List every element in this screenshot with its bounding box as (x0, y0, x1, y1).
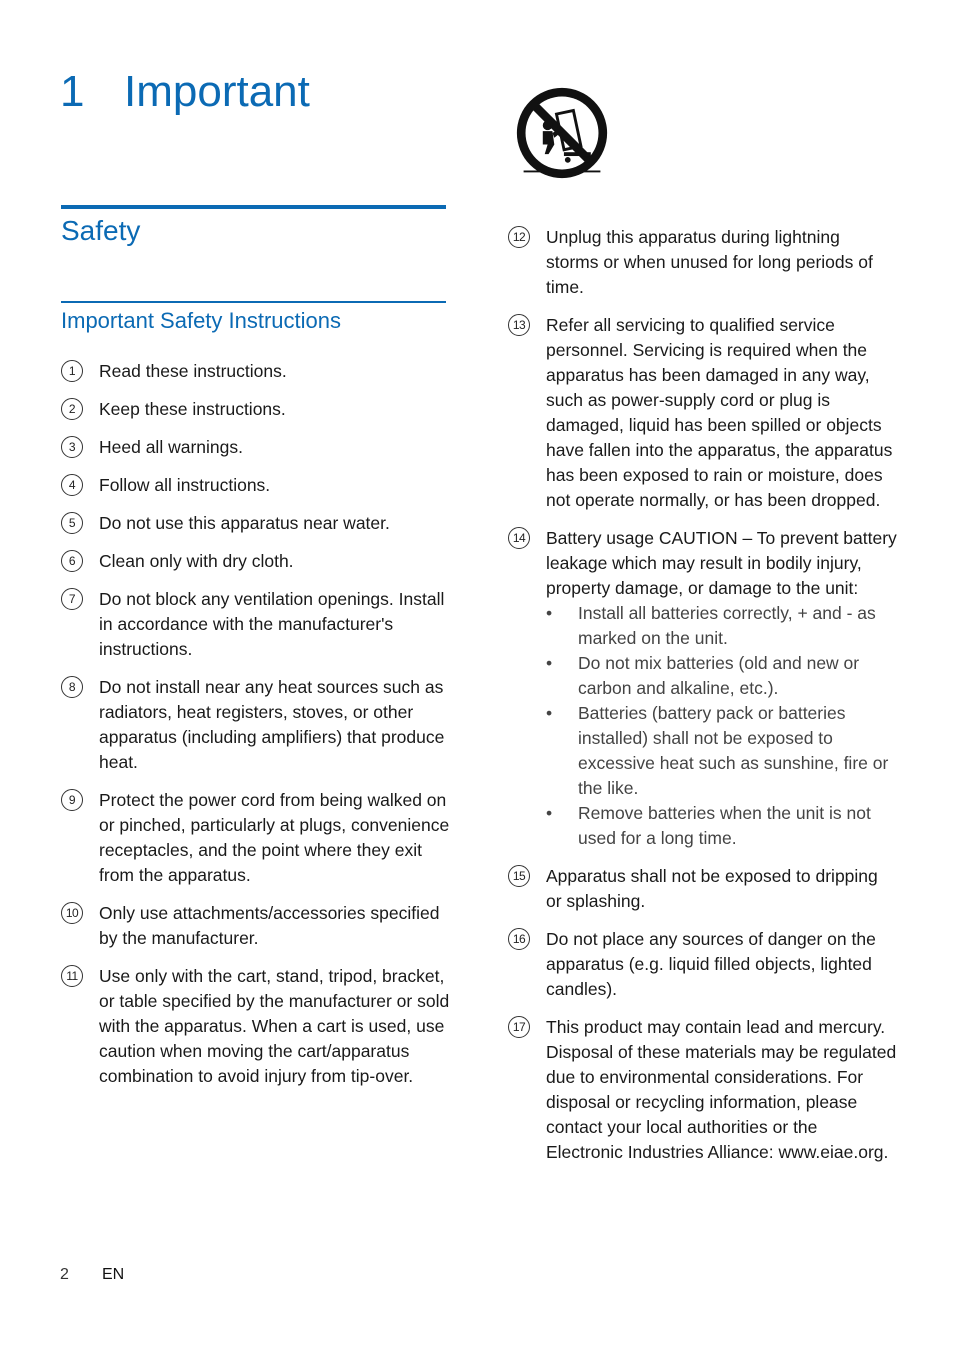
item-number-badge: 12 (508, 226, 530, 248)
item-number-badge: 6 (61, 550, 83, 572)
item-text: Only use attachments/accessories specified by the manufacturer. (99, 903, 440, 948)
bullet-item: • Remove batteries when the unit is not used for a long time. (546, 801, 897, 851)
item-text: Battery usage CAUTION – To prevent battery leakage which may result in bodily injury, property damage, or damage to the unit: (546, 528, 897, 598)
item-number-badge: 3 (61, 436, 83, 458)
item-text: Do not place any sources of danger on the apparatus (e.g. liquid filled objects, lighted candles). (546, 929, 876, 999)
safety-instruction-item (507, 1015, 897, 1165)
item-text: Apparatus shall not be exposed to dripping or splashing. (546, 866, 878, 911)
item-number-badge: 16 (508, 928, 530, 950)
item-text: Clean only with dry cloth. (99, 551, 294, 571)
item-number-badge: 15 (508, 865, 530, 887)
section-divider (61, 205, 446, 209)
bullet-item: • Batteries (battery pack or batteries installed) shall not be exposed to excessive heat such as sunshine, fire or the like. (546, 701, 897, 801)
safety-instruction-item (507, 927, 897, 1002)
item-number-badge: 5 (61, 512, 83, 534)
safety-instruction-item (60, 964, 452, 1089)
safety-instruction-item (507, 864, 897, 914)
item-text: Refer all servicing to qualified service personnel. Servicing is required when the apparatus has been damaged in any way, such as power-supply cord or plug is damaged, liquid has been spilled or objects have fallen into the apparatus, the apparatus has been exposed to rain or moisture, does not operate normally, or has been dropped. (546, 315, 893, 510)
item-number-badge: 11 (61, 965, 83, 987)
instruction-list-right (507, 225, 897, 1178)
cart-tip-over-warning-icon (513, 85, 611, 181)
bullet-item: • Do not mix batteries (old and new or carbon and alkaline, etc.). (546, 651, 897, 701)
battery-caution-bullets (546, 601, 897, 851)
item-number-badge: 17 (508, 1016, 530, 1038)
safety-instruction-item (60, 901, 452, 951)
item-number-badge: 9 (61, 789, 83, 811)
chapter-title: Important (124, 67, 310, 116)
section-title: Safety (61, 215, 141, 246)
item-number-badge: 1 (61, 360, 83, 382)
item-text: Follow all instructions. (99, 475, 271, 495)
item-text: Do not install near any heat sources such as radiators, heat registers, stoves, or other apparatus (including amplifiers) that produce heat. (99, 677, 445, 772)
item-number-badge: 13 (508, 314, 530, 336)
chapter-number: 1 (60, 67, 85, 116)
safety-instruction-item (60, 511, 452, 536)
item-text: Do not block any ventilation openings. Install in accordance with the manufacturer's instructions. (99, 589, 445, 659)
item-text: Heed all warnings. (99, 437, 243, 457)
bullet-item: • Install all batteries correctly, + and - as marked on the unit. (546, 601, 897, 651)
safety-instruction-item (60, 435, 452, 460)
language-code: EN (102, 1266, 125, 1283)
instruction-list-left (60, 359, 452, 1102)
safety-instruction-item (60, 788, 452, 888)
item-number-badge: 2 (61, 398, 83, 420)
safety-instruction-item (507, 313, 897, 513)
item-number-badge: 7 (61, 588, 83, 610)
safety-instruction-item (60, 549, 452, 574)
safety-instruction-item (507, 526, 897, 851)
item-text: Do not use this apparatus near water. (99, 513, 390, 533)
safety-instruction-item (60, 397, 452, 422)
item-text: Protect the power cord from being walked on or pinched, particularly at plugs, convenience receptacles, and the point where they exit from the apparatus. (99, 790, 450, 885)
item-text: This product may contain lead and mercury. Disposal of these materials may be regulated due to environmental considerations. For disposal or recycling information, please contact your local authorities or the Electronic Industries Alliance: www.eiae.org. (546, 1017, 897, 1162)
item-text: Keep these instructions. (99, 399, 286, 419)
item-number-badge: 4 (61, 474, 83, 496)
safety-instruction-item (60, 359, 452, 384)
subsection-divider (61, 301, 446, 303)
safety-instruction-item (60, 675, 452, 775)
item-number-badge: 8 (61, 676, 83, 698)
item-text: Use only with the cart, stand, tripod, bracket, or table specified by the manufacturer or sold with the apparatus. When a cart is used, use caution when moving the cart/apparatus combination to avoid injury from tip-over. (99, 966, 450, 1086)
safety-instruction-item (60, 587, 452, 662)
item-text: Unplug this apparatus during lightning storms or when unused for long periods of time. (546, 227, 873, 297)
safety-instruction-item (60, 473, 452, 498)
safety-instruction-item (507, 225, 897, 300)
page-number: 2 (60, 1266, 69, 1283)
chapter-heading (60, 62, 310, 122)
item-number-badge: 14 (508, 527, 530, 549)
item-text: Read these instructions. (99, 361, 287, 381)
item-number-badge: 10 (61, 902, 83, 924)
subsection-title: Important Safety Instructions (61, 308, 342, 333)
